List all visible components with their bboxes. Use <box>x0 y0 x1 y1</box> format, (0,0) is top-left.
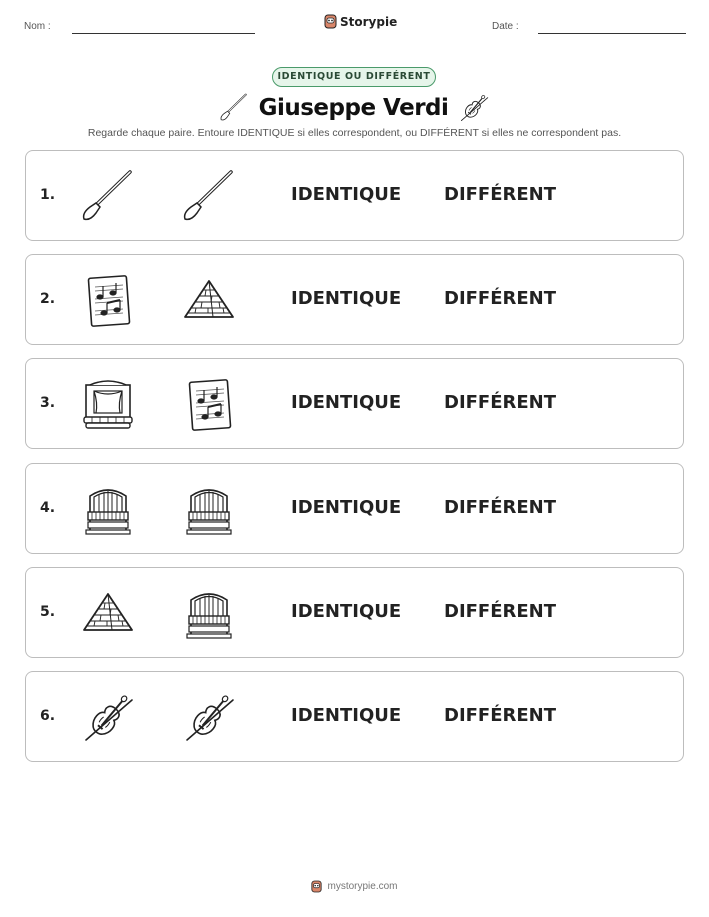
sheet-music-icon <box>181 377 237 433</box>
title-row <box>0 89 709 127</box>
baton-icon <box>219 93 249 123</box>
identique-option[interactable]: IDENTIQUE <box>291 288 402 309</box>
pair-row <box>25 150 684 241</box>
different-option[interactable]: DIFFÉRENT <box>444 601 557 622</box>
footer-url: mystorypie.com <box>327 881 398 892</box>
name-line[interactable] <box>72 33 255 34</box>
pair-number: 2. <box>40 291 56 307</box>
organ-icon <box>181 482 237 538</box>
different-option[interactable]: DIFFÉRENT <box>444 497 557 518</box>
date-label: Date : <box>492 21 519 32</box>
pair-number: 5. <box>40 604 56 620</box>
sheet-music-icon <box>80 273 136 329</box>
pair-number: 4. <box>40 500 56 516</box>
pair-row <box>25 463 684 554</box>
identique-option[interactable]: IDENTIQUE <box>291 497 402 518</box>
violin-icon <box>458 92 490 124</box>
different-option[interactable]: DIFFÉRENT <box>444 392 557 413</box>
pair-number: 6. <box>40 708 56 724</box>
pair-row <box>25 254 684 345</box>
violin-icon <box>80 690 136 746</box>
different-option[interactable]: DIFFÉRENT <box>444 288 557 309</box>
identique-option[interactable]: IDENTIQUE <box>291 705 402 726</box>
pair-row <box>25 358 684 449</box>
baton-icon <box>181 169 237 225</box>
name-label: Nom : <box>24 21 51 32</box>
worksheet-header <box>0 0 709 40</box>
identique-option[interactable]: IDENTIQUE <box>291 184 402 205</box>
identique-option[interactable]: IDENTIQUE <box>291 392 402 413</box>
page-title: Giuseppe Verdi <box>258 95 449 121</box>
pair-number: 1. <box>40 187 56 203</box>
worksheet-type-badge: IDENTIQUE OU DIFFÉRENT <box>272 67 436 87</box>
storypie-mascot-icon <box>311 880 322 893</box>
different-option[interactable]: DIFFÉRENT <box>444 705 557 726</box>
instructions: Regarde chaque paire. Entoure IDENTIQUE si elles correspondent, ou DIFFÉRENT si elles ne correspondent pas. <box>87 127 622 139</box>
different-option[interactable]: DIFFÉRENT <box>444 184 557 205</box>
violin-icon <box>181 690 237 746</box>
pair-row <box>25 671 684 762</box>
brand-name: Storypie <box>340 14 398 29</box>
organ-icon <box>181 586 237 642</box>
opera-stage-icon <box>80 377 136 433</box>
storypie-logo <box>324 14 397 29</box>
pair-number: 3. <box>40 395 56 411</box>
organ-icon <box>80 482 136 538</box>
pyramid-icon <box>181 273 237 329</box>
storypie-mascot-icon <box>324 14 337 29</box>
pair-row <box>25 567 684 658</box>
footer <box>0 880 709 893</box>
date-line[interactable] <box>538 33 686 34</box>
identique-option[interactable]: IDENTIQUE <box>291 601 402 622</box>
baton-icon <box>80 169 136 225</box>
pyramid-icon <box>80 586 136 642</box>
